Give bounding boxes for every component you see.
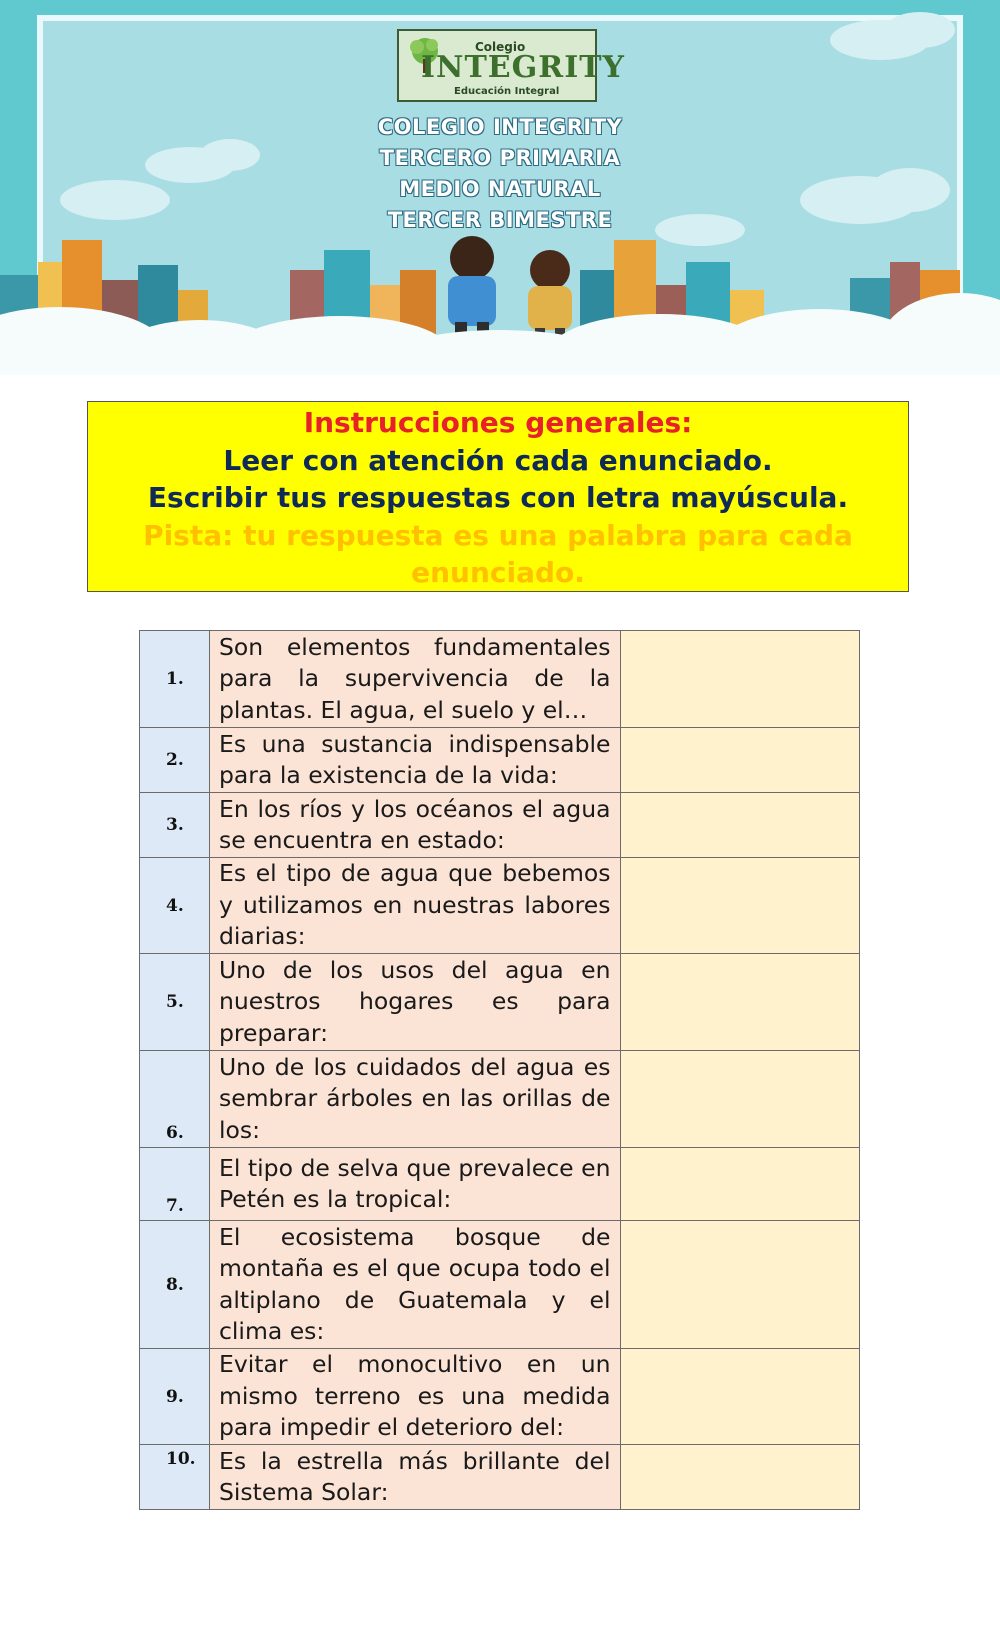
question-text: El ecosistema bosque de montaña es el que ocupa todo el altiplano de Guatemala y el clima es: [209, 1221, 620, 1349]
question-number: 3. [140, 793, 210, 858]
answer-cell[interactable] [620, 1221, 860, 1349]
question-number: 5. [140, 954, 210, 1051]
question-text: Uno de los usos del agua en nuestros hogares es para preparar: [209, 954, 620, 1051]
answer-cell[interactable] [620, 1051, 860, 1148]
question-number: 6. [140, 1051, 210, 1148]
answer-cell[interactable] [620, 728, 860, 793]
table-row [140, 1051, 860, 1148]
hint-line-2: enunciado. [411, 556, 585, 589]
question-number: 1. [140, 631, 210, 728]
table-row [140, 728, 860, 793]
table-row [140, 793, 860, 858]
table-row [140, 1349, 860, 1445]
question-text: Es el tipo de agua que bebemos y utilizamos en nuestras labores diarias: [209, 858, 620, 954]
answer-cell[interactable] [620, 1349, 860, 1445]
banner-title [0, 112, 1000, 236]
answer-cell[interactable] [620, 1148, 860, 1221]
school-name: COLEGIO INTEGRITY [377, 115, 623, 139]
answer-cell[interactable] [620, 793, 860, 858]
table-row [140, 954, 860, 1051]
question-number: 10. [140, 1445, 210, 1510]
question-text: En los ríos y los océanos el agua se encuentra en estado: [209, 793, 620, 858]
table-row [140, 858, 860, 954]
question-number: 7. [140, 1148, 210, 1221]
instruction-uppercase: Escribir tus respuestas con letra mayúscula. [147, 481, 849, 514]
table-row [140, 1221, 860, 1349]
grade-level: TERCERO PRIMARIA [379, 146, 621, 170]
instructions-box [87, 401, 909, 592]
table-row [140, 1445, 860, 1510]
questions-table [139, 630, 860, 1510]
question-number: 8. [140, 1221, 210, 1349]
table-row [140, 631, 860, 728]
question-text: Es una sustancia indispensable para la existencia de la vida: [209, 728, 620, 793]
answer-cell[interactable] [620, 954, 860, 1051]
question-number: 4. [140, 858, 210, 954]
question-number: 2. [140, 728, 210, 793]
school-logo [397, 29, 625, 102]
question-text: Es la estrella más brillante del Sistema Solar: [209, 1445, 620, 1510]
table-row [140, 1148, 860, 1221]
instructions-heading: Instrucciones generales: [303, 406, 693, 439]
question-text: Son elementos fundamentales para la supervivencia de la plantas. El agua, el suelo y el… [209, 631, 620, 728]
question-number: 9. [140, 1349, 210, 1445]
logo-name: INTEGRITY [421, 50, 625, 85]
question-text: Uno de los cuidados del agua es sembrar árboles en las orillas de los: [209, 1051, 620, 1148]
header-banner [0, 0, 1000, 375]
subject: MEDIO NATURAL [399, 177, 601, 201]
logo-top-word: Colegio [475, 40, 526, 54]
answer-cell[interactable] [620, 858, 860, 954]
logo-tagline: Educación Integral [454, 86, 560, 97]
term: TERCER BIMESTRE [387, 208, 613, 232]
instruction-read: Leer con atención cada enunciado. [223, 443, 773, 477]
question-text: Evitar el monocultivo en un mismo terreno es una medida para impedir el deterioro del: [209, 1349, 620, 1445]
answer-cell[interactable] [620, 631, 860, 728]
answer-cell[interactable] [620, 1445, 860, 1510]
hint-line-1: Pista: tu respuesta es una palabra para cada [143, 518, 853, 552]
question-text: El tipo de selva que prevalece en Petén es la tropical: [209, 1148, 620, 1221]
